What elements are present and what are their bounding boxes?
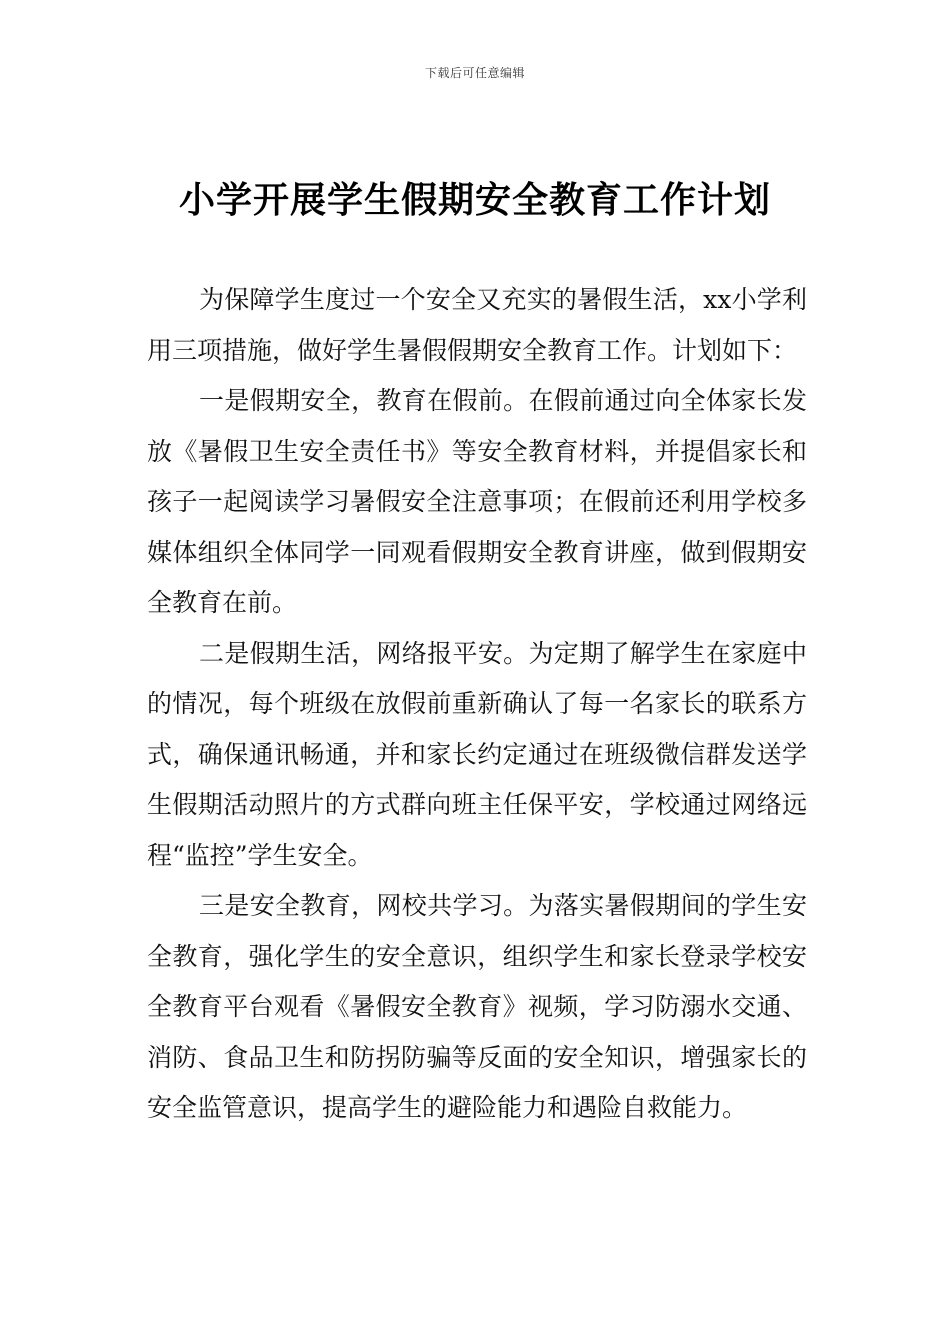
document-title: 小学开展学生假期安全教育工作计划 [178,179,771,221]
paragraph-measure-3: 三是安全教育，网校共学习。为落实暑假期间的学生安全教育，强化学生的安全意识，组织学生和家长登录学校安全教育平台观看《暑假安全教育》视频，学习防溺水交通、消防、食品卫生和防拐防骗等反面的安全知识，增强家长的安全监管意识，提高学生的避险能力和遇险自救能力。 [147,891,807,1122]
header-note: 下载后可任意编辑 [424,66,525,80]
paragraph-intro: 为保障学生度过一个安全又充实的暑假生活，xx小学利用三项措施，做好学生暑假假期安全教育工作。计划如下： [147,285,807,365]
paragraph-measure-2: 二是假期生活，网络报平安。为定期了解学生在家庭中的情况，每个班级在放假前重新确认了每一名家长的联系方式，确保通讯畅通，并和家长约定通过在班级微信群发送学生假期活动照片的方式群向班主任保平安，学校通过网络远程“监控”学生安全。 [147,638,807,870]
paragraph-measure-1: 一是假期安全，教育在假前。在假前通过向全体家长发放《暑假卫生安全责任书》等安全教育材料，并提倡家长和孩子一起阅读学习暑假安全注意事项；在假前还利用学校多媒体组织全体同学一同观看假期安全教育讲座，做到假期安全教育在前。 [147,386,807,617]
document-body [147,275,807,1134]
